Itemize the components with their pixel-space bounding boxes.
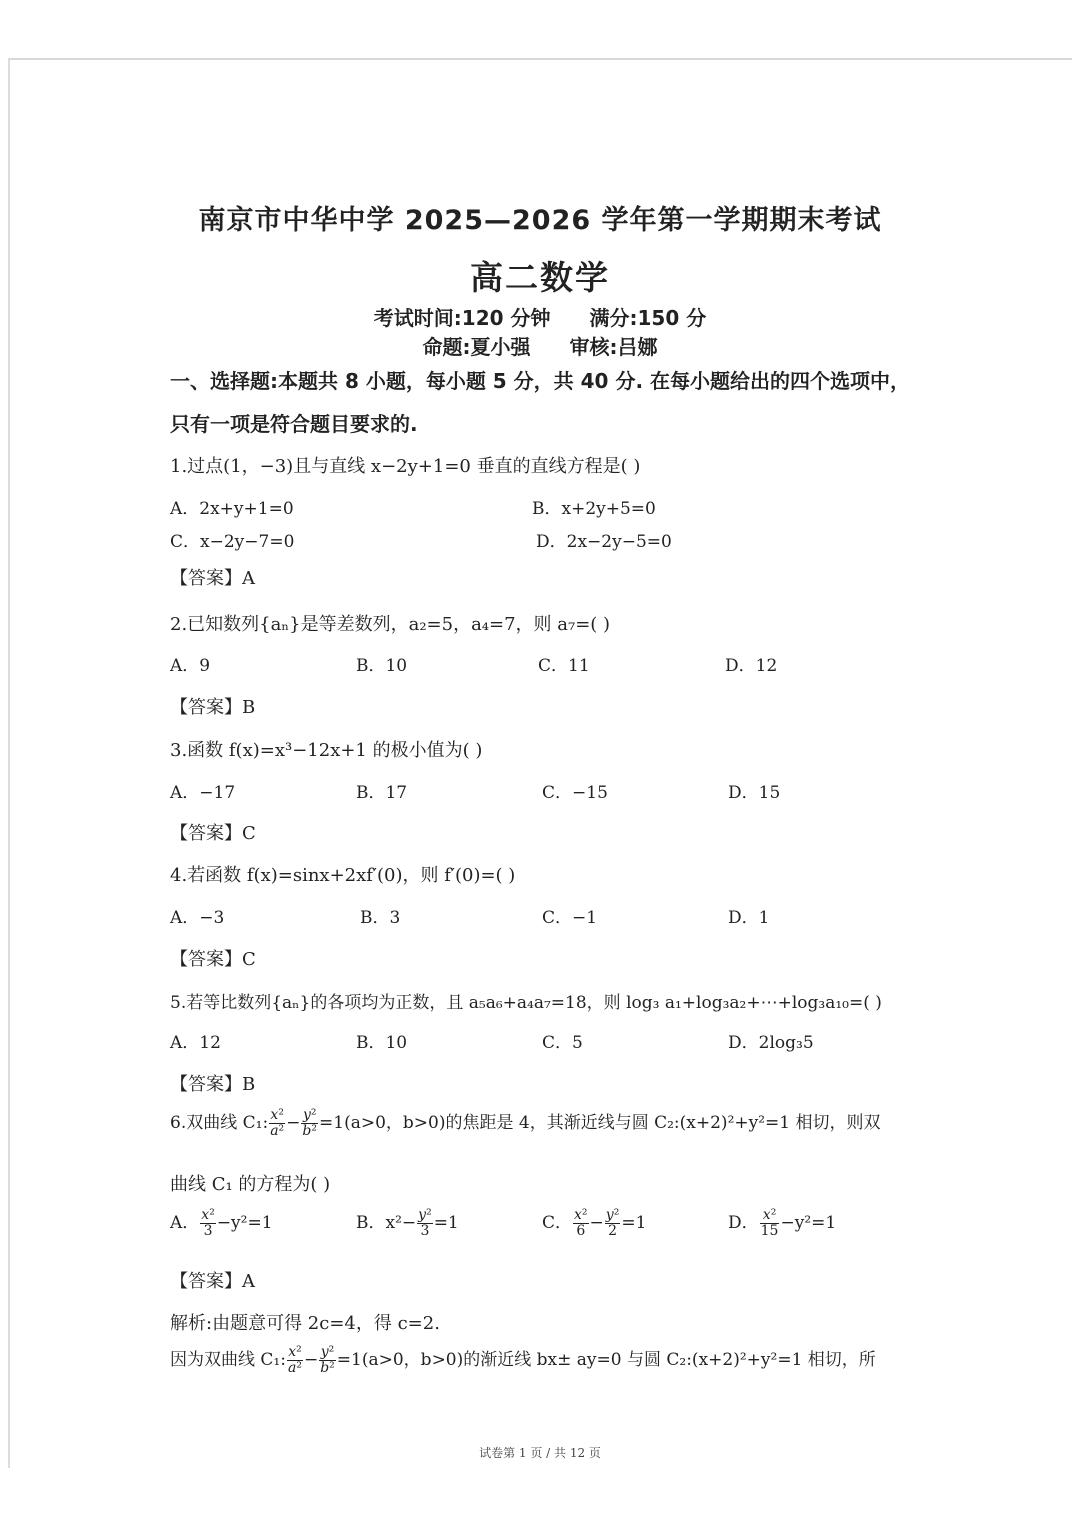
section-heading: 一、选择题:本题共 8 小题，每小题 5 分，共 40 分. 在每小题给出的四个选项中，	[170, 369, 910, 393]
full-score: 满分:150 分	[589, 306, 707, 330]
question-author: 命题:夏小强	[422, 335, 531, 359]
q2-option-c: C．11	[538, 656, 590, 676]
question-4: 4.若函数 f(x)=sinx+2xf′(0)，则 f′(0)=( )	[170, 865, 516, 886]
authors	[0, 331, 1080, 360]
q1-answer: 【答案】A	[170, 568, 255, 589]
hyperbola-fraction-x: $\frac{\text{x²}}{\text{a²}}$	[270, 1107, 285, 1139]
q3-option-a: A．−17	[170, 783, 236, 803]
q5-option-d: D．2log₃5	[728, 1033, 814, 1053]
question-6: 6.双曲线 C₁: $\frac{\text{x²}}{\text{a²}}$ − $\frac{\text{y²}}{\text{b²}}$ =1(a>0，b>0)的焦距是 4，其渐近线与圆 C₂:(x+2)²+y²=1 相切，则双	[170, 1107, 881, 1139]
q6-analysis-2: 因为双曲线 C₁: $\frac{\text{x²}}{\text{a²}}$ − $\frac{\text{y²}}{\text{b²}}$ =1(a>0，b>0)的渐近线 bx± ay=0 与圆 C₂:(x+2)²+y²=1 相切，所	[170, 1344, 876, 1376]
q4-option-b: B．3	[360, 908, 401, 928]
q3-answer: 【答案】C	[170, 823, 256, 844]
q4-option-d: D．1	[728, 908, 770, 928]
question-3: 3.函数 f(x)=x³−12x+1 的极小值为( )	[170, 740, 483, 761]
q4-answer: 【答案】C	[170, 949, 256, 970]
q2-option-b: B．10	[356, 656, 408, 676]
q6-option-b: B．x²− $\frac{\text{y²}}{3}$ =1	[356, 1207, 459, 1239]
q1-option-b: B．x+2y+5=0	[532, 499, 656, 519]
q3-option-c: C．−15	[542, 783, 608, 803]
q6-stem-prefix: 6.双曲线 C₁:	[170, 1113, 269, 1133]
q5-option-c: C．5	[542, 1033, 583, 1053]
question-1: 1.过点(1，−3)且与直线 x−2y+1=0 垂直的直线方程是( )	[170, 456, 641, 477]
q1-option-c: C．x−2y−7=0	[170, 532, 295, 552]
reviewer: 审核:吕娜	[569, 335, 658, 359]
q2-option-a: A．9	[170, 656, 211, 676]
subject-title: 高二数学	[470, 258, 610, 297]
q2-answer: 【答案】B	[170, 697, 256, 718]
exam-info	[0, 302, 1080, 331]
exam-time: 考试时间:120 分钟	[373, 306, 551, 330]
q5-option-a: A．12	[170, 1033, 221, 1053]
q6-answer: 【答案】A	[170, 1271, 255, 1292]
q5-option-b: B．10	[356, 1033, 408, 1053]
section-heading-cont: 只有一项是符合题目要求的.	[170, 412, 418, 436]
q3-option-d: D．15	[728, 783, 781, 803]
exam-title: 南京市中华中学 2025—2026 学年第一学期期末考试	[198, 205, 882, 236]
q6-stem-suffix: =1(a>0，b>0)的焦距是 4，其渐近线与圆 C₂:(x+2)²+y²=1 相切，则双	[319, 1113, 881, 1133]
question-6-cont: 曲线 C₁ 的方程为( )	[170, 1174, 331, 1195]
q6-option-a: A． $\frac{\text{x²}}{3}$ −y²=1	[170, 1207, 273, 1239]
q2-option-d: D．12	[725, 656, 778, 676]
q5-answer: 【答案】B	[170, 1074, 256, 1095]
question-5: 5.若等比数列{aₙ}的各项均为正数，且 a₅a₆+a₄a₇=18，则 log₃ a₁+log₃a₂+⋯+log₃a₁₀=( )	[170, 993, 882, 1013]
q6-option-d: D． $\frac{\text{x²}}{15}$ −y²=1	[728, 1207, 837, 1239]
q1-option-d: D．2x−2y−5=0	[536, 532, 672, 552]
q1-option-a: A．2x+y+1=0	[170, 499, 294, 519]
q4-option-c: C．−1	[542, 908, 598, 928]
q6-analysis-1: 解析:由题意可得 2c=4，得 c=2.	[170, 1313, 440, 1334]
q6-option-c: C． $\frac{\text{x²}}{6}$ − $\frac{\text{y²}}{2}$ =1	[542, 1207, 647, 1239]
hyperbola-fraction-y: $\frac{\text{y²}}{\text{b²}}$	[302, 1107, 318, 1139]
q3-option-b: B．17	[356, 783, 408, 803]
question-2: 2.已知数列{aₙ}是等差数列，a₂=5，a₄=7，则 a₇=( )	[170, 614, 611, 635]
q4-option-a: A．−3	[170, 908, 225, 928]
page-footer: 试卷第 1 页 / 共 12 页	[479, 1446, 601, 1460]
